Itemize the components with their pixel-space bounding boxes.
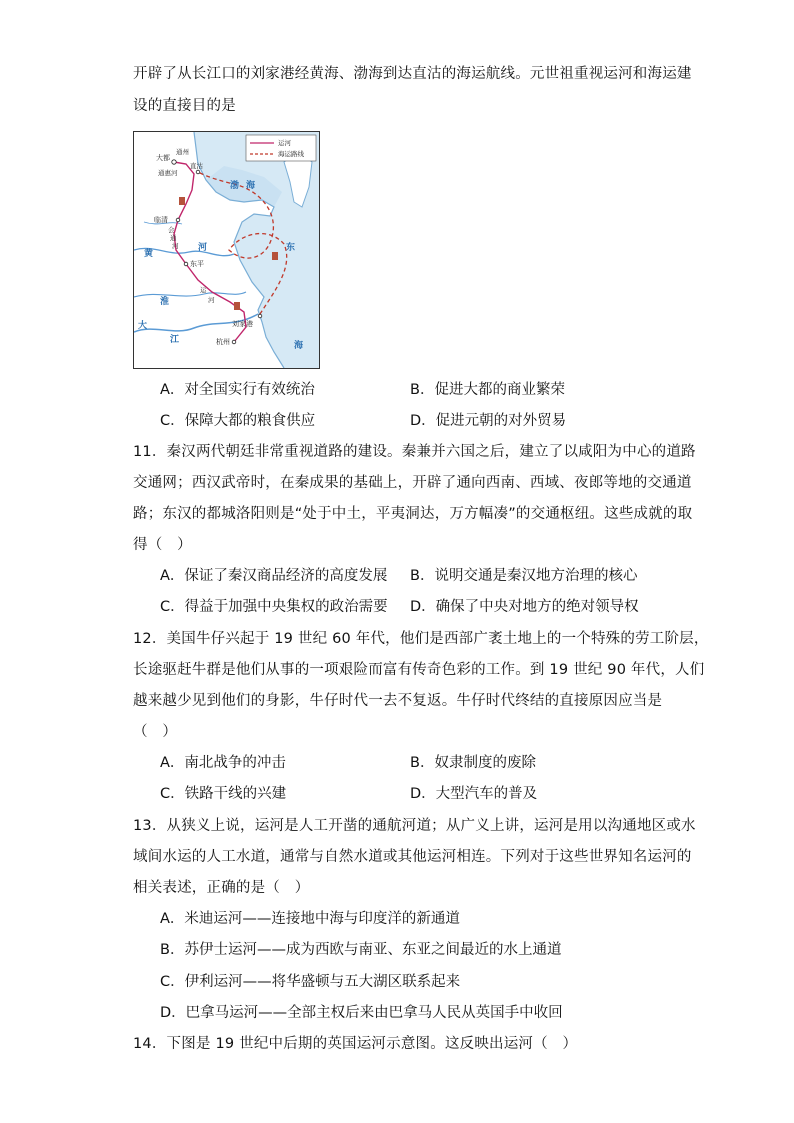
q13-option-d[interactable]: D．巴拿马运河——全部主权后来由巴拿马人民从英国手中收回 <box>160 1005 563 1021</box>
q13-stem-line-1: 13．从狭义上说，运河是人工开凿的通航河道；从广义上讲，运河是用以沟通地区或水 <box>133 818 696 834</box>
label-hai-sea: 海 <box>294 341 304 351</box>
ship-icon <box>272 252 278 260</box>
q12-option-c[interactable]: C．铁路干线的兴建 <box>160 786 287 802</box>
legend-canal-label: 运河 <box>278 139 291 147</box>
label-dong-sea: 东 <box>286 243 296 253</box>
ship-icon <box>179 197 185 205</box>
label-canal-char: 运 <box>200 286 207 294</box>
label-huai: 淮 <box>160 297 170 307</box>
q11-option-d[interactable]: D．确保了中央对地方的绝对领导权 <box>410 599 639 615</box>
map-huai-river <box>134 292 246 297</box>
q13-stem-line-2: 域间水运的人工水道，通常与自然水道或其他运河相连。下列对于这些世界知名运河的 <box>133 849 692 865</box>
q11-option-c[interactable]: C．得益于加强中央集权的政治需要 <box>160 599 388 615</box>
q10-option-d[interactable]: D．促进元朝的对外贸易 <box>410 413 567 429</box>
q12-option-d[interactable]: D．大型汽车的普及 <box>410 786 538 802</box>
q12-stem-line-1: 12．美国牛仔兴起于 19 世纪 60 年代，他们是西部广袤土地上的一个特殊的劳工阶层， <box>133 631 709 647</box>
label-tonghuihe: 通惠河 <box>158 169 178 177</box>
q12-stem-line-4: （ ） <box>133 724 178 740</box>
yuan-canal-sea-route-map <box>133 131 320 369</box>
q13-option-c[interactable]: C．伊利运河——将华盛顿与五大湖区联系起来 <box>160 974 461 990</box>
label-huitong-2: 通 <box>170 234 177 242</box>
label-huitong-1: 会 <box>168 226 175 234</box>
map-svg <box>134 132 319 368</box>
zhigu-marker <box>196 170 200 174</box>
linqing-marker <box>176 218 180 222</box>
q13-option-a[interactable]: A．米迪运河——连接地中海与印度洋的新通道 <box>160 911 460 927</box>
q12-option-a[interactable]: A．南北战争的冲击 <box>160 755 286 771</box>
q10-option-a[interactable]: A．对全国实行有效统治 <box>160 382 315 398</box>
dadu-marker <box>172 160 176 164</box>
q11-stem-line-1: 11．秦汉两代朝廷非常重视道路的建设。秦兼并六国之后，建立了以咸阳为中心的道路 <box>133 444 696 460</box>
q12-option-b[interactable]: B．奴隶制度的废除 <box>410 755 536 771</box>
q10-option-c[interactable]: C．保障大都的粮食供应 <box>160 413 316 429</box>
hangzhou-marker <box>232 340 236 344</box>
q10-stem-line-1: 开辟了从长江口的刘家港经黄海、渤海到达直沽的海运航线。元世祖重视运河和海运建 <box>133 66 692 82</box>
q13-option-b[interactable]: B．苏伊士运河——成为西欧与南亚、东亚之间最近的水上通道 <box>160 942 562 958</box>
label-dadu: 大都 <box>156 154 170 162</box>
label-jiang: 江 <box>170 335 180 345</box>
liujiagang-marker <box>258 314 262 318</box>
label-he: 河 <box>198 243 208 253</box>
label-bohai-1: 渤 <box>230 181 240 191</box>
q11-stem-line-4: 得（ ） <box>133 537 192 553</box>
legend-route-label: 海运路线 <box>278 150 304 158</box>
label-huitong-3: 河 <box>172 242 179 250</box>
q11-option-b[interactable]: B．说明交通是秦汉地方治理的核心 <box>410 568 638 584</box>
q11-option-a[interactable]: A．保证了秦汉商品经济的高度发展 <box>160 568 388 584</box>
q12-stem-line-2: 长途驱赶牛群是他们从事的一项艰险而富有传奇色彩的工作。到 19 世纪 90 年代，人们 <box>133 662 705 678</box>
q11-stem-line-2: 交通网；西汉武帝时，在秦成果的基础上，开辟了通向西南、西域、夜郎等地的交通道 <box>133 475 692 491</box>
q14-stem-line-1: 14．下图是 19 世纪中后期的英国运河示意图。这反映出运河（ ） <box>133 1036 578 1052</box>
dongping-marker <box>184 262 188 266</box>
q13-stem-line-3: 相关表述，正确的是（ ） <box>133 880 310 896</box>
q10-stem-line-2: 设的直接目的是 <box>133 98 236 114</box>
label-river-char: 河 <box>208 296 215 304</box>
label-tongzhou: 通州 <box>176 148 189 156</box>
label-liujiagang: 刘家港 <box>232 320 253 328</box>
label-da: 大 <box>138 321 148 331</box>
label-dongping: 东平 <box>190 260 204 268</box>
label-huang: 黄 <box>144 249 154 259</box>
label-bohai-2: 海 <box>246 181 256 191</box>
label-zhigu: 直沽 <box>190 162 203 170</box>
ship-icon <box>234 302 240 310</box>
q12-stem-line-3: 越来越少见到他们的身影，牛仔时代一去不复返。牛仔时代终结的直接原因应当是 <box>133 693 663 709</box>
q11-stem-line-3: 路；东汉的都城洛阳则是“处于中土，平夷洞达，万方幅凑”的交通枢纽。这些成就的取 <box>133 506 693 522</box>
label-linqing: 临清 <box>154 216 168 224</box>
q10-option-b[interactable]: B．促进大都的商业繁荣 <box>410 382 565 398</box>
label-hangzhou: 杭州 <box>216 338 230 346</box>
